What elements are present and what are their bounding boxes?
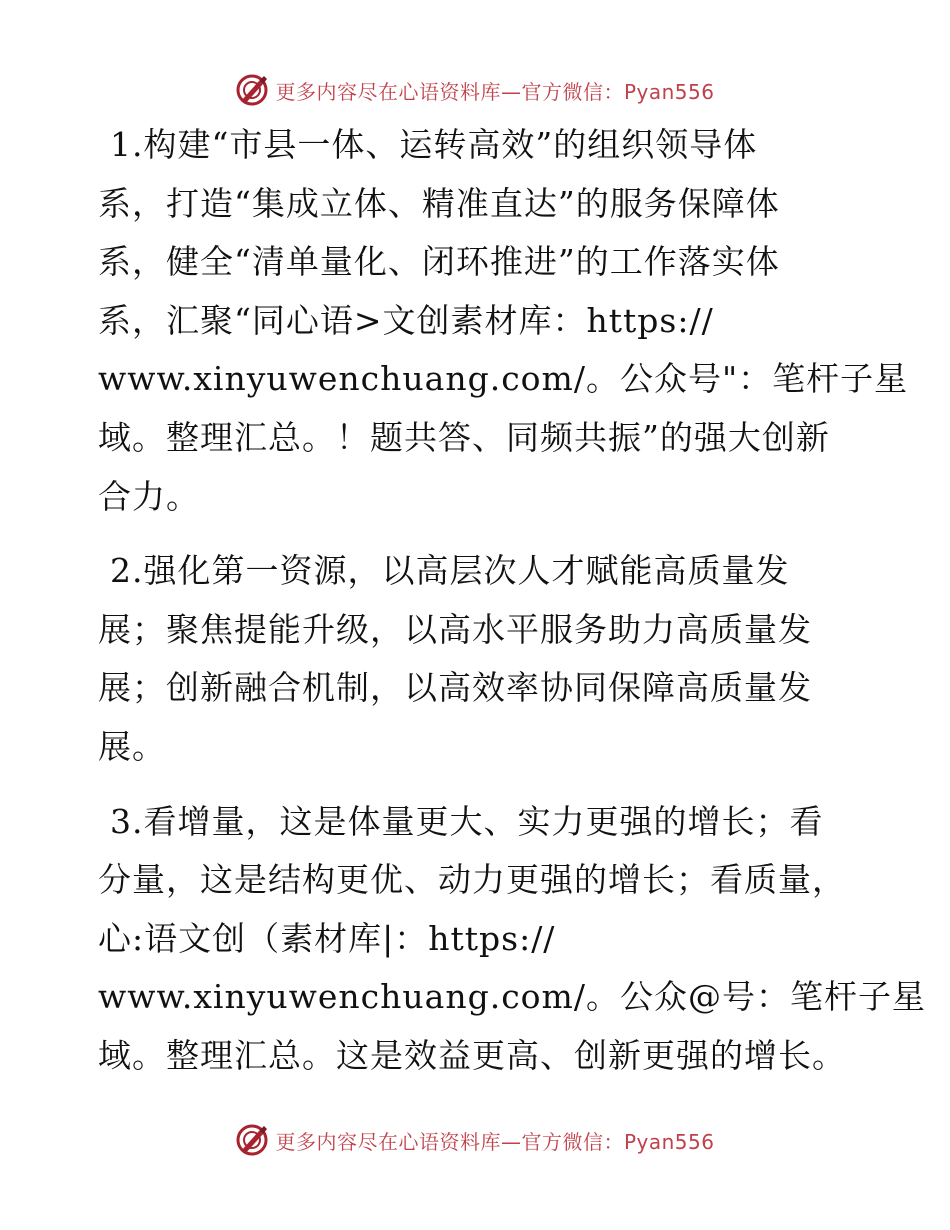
text-line: 3.看增量，这是体量更大、实力更强的增长；看 [110, 801, 824, 841]
text-line: 展。 [98, 726, 166, 766]
text-line: 合力。 [98, 476, 200, 516]
text-line: 展；聚焦提能升级，以高水平服务助力高质量发 [98, 609, 812, 649]
document-body [98, 116, 926, 1102]
stamp-pen-logo-icon [235, 73, 269, 107]
footer-banner [0, 1120, 950, 1160]
paragraph-2 [98, 542, 858, 776]
text-line: 系，汇聚“同心语>文创素材库：https:// [98, 300, 714, 340]
header-banner [0, 70, 950, 110]
footer-banner-text: 更多内容尽在心语资料库—官方微信：Pyan556 [275, 1129, 715, 1154]
text-line: 系，健全“清单量化、闭环推进”的工作落实体 [98, 242, 780, 282]
header-banner-text: 更多内容尽在心语资料库—官方微信：Pyan556 [275, 79, 715, 104]
header-banner-inner [235, 73, 714, 107]
stamp-pen-logo-icon [235, 1123, 269, 1157]
footer-banner-inner [235, 1123, 714, 1157]
text-line: 域。整理汇总。！题共答、同频共振”的强大创新 [98, 417, 830, 457]
text-line: www.xinyuwenchuang.com/。公众号"：笔杆子星 [98, 359, 909, 399]
paragraph-3 [98, 793, 926, 1086]
text-line: 2.强化第一资源，以高层次人才赋能高质量发 [110, 551, 790, 591]
paragraph-1 [98, 116, 909, 526]
text-line: 域。整理汇总。这是效益更高、创新更强的增长。 [98, 1035, 846, 1075]
text-line: 系，打造“集成立体、精准直达”的服务保障体 [98, 183, 780, 223]
text-line: 展；创新融合机制，以高效率协同保障高质量发 [98, 668, 812, 708]
text-line: 1.构建“市县一体、运转高效”的组织领导体 [110, 125, 758, 164]
text-line: 分量，这是结构更优、动力更强的增长；看质量， [98, 860, 846, 900]
text-line: www.xinyuwenchuang.com/。公众@号：笔杆子星 [98, 977, 926, 1017]
text-line: 心:语文创（素材库|：https:// [98, 918, 556, 958]
